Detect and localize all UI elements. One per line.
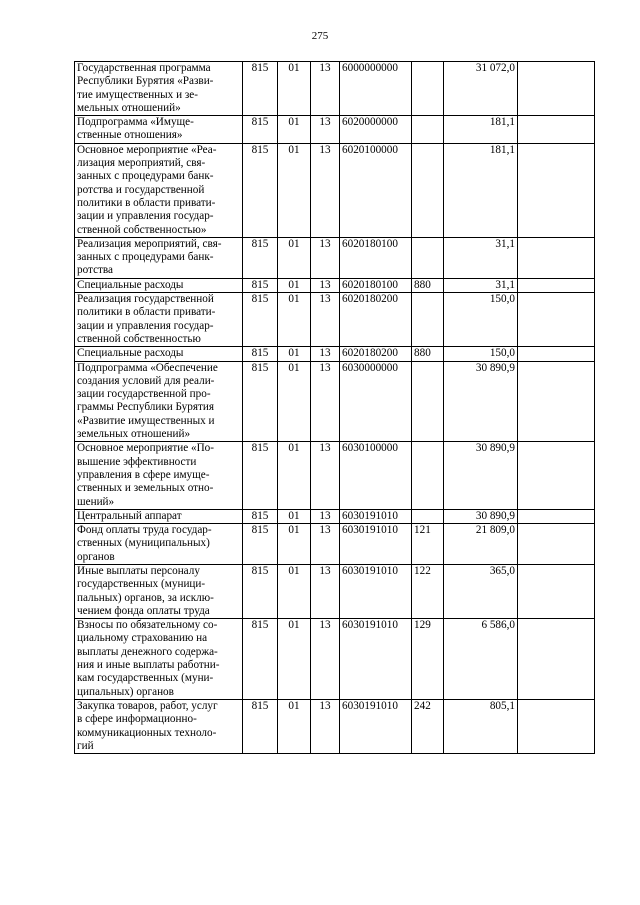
- cell-name-line: Основное мероприятие «Реа-: [77, 143, 217, 156]
- cell-name-line: шений»: [77, 495, 115, 508]
- cell-name-line: органов: [77, 550, 115, 563]
- cell-name-line: ния и иные выплаты работни-: [77, 659, 220, 672]
- cell-vr: [412, 361, 444, 442]
- cell-sum: 30 890,9: [444, 442, 518, 509]
- cell-gr: 815: [243, 62, 278, 116]
- cell-pr: 13: [311, 116, 340, 144]
- cell-empty: [518, 278, 595, 292]
- cell-csr: 6020180100: [340, 278, 412, 292]
- cell-rz: 01: [278, 619, 311, 700]
- table-row: [75, 347, 595, 361]
- cell-gr: 815: [243, 143, 278, 237]
- cell-name-line: зации и управления государ-: [77, 210, 214, 223]
- cell-rz: 01: [278, 347, 311, 361]
- cell-empty: [518, 116, 595, 144]
- cell-name-line: гий: [77, 739, 94, 752]
- cell-vr: 242: [412, 699, 444, 753]
- cell-sum: 6 586,0: [444, 619, 518, 700]
- cell-name-line: Подпрограмма «Имуще-: [77, 116, 194, 129]
- cell-name: [75, 62, 243, 116]
- cell-rz: 01: [278, 62, 311, 116]
- cell-vr: [412, 442, 444, 509]
- cell-rz: 01: [278, 524, 311, 565]
- cell-name-line: лизация мероприятий, свя-: [77, 157, 206, 170]
- cell-name-line: Взносы по обязательному со-: [77, 619, 218, 632]
- cell-gr: 815: [243, 116, 278, 144]
- cell-name: [75, 293, 243, 347]
- cell-sum: 805,1: [444, 699, 518, 753]
- cell-name: [75, 361, 243, 442]
- cell-gr: 815: [243, 278, 278, 292]
- cell-rz: 01: [278, 361, 311, 442]
- cell-name: [75, 237, 243, 278]
- cell-name-line: зации и управления государ-: [77, 319, 214, 332]
- cell-empty: [518, 293, 595, 347]
- cell-name: [75, 564, 243, 618]
- cell-pr: 13: [311, 347, 340, 361]
- cell-gr: 815: [243, 509, 278, 523]
- cell-name-line: земельных отношений»: [77, 428, 191, 441]
- cell-pr: 13: [311, 143, 340, 237]
- cell-gr: 815: [243, 699, 278, 753]
- cell-name-line: Фонд оплаты труда государ-: [77, 524, 212, 537]
- cell-name-line: Центральный аппарат: [77, 509, 182, 522]
- cell-empty: [518, 699, 595, 753]
- table-row: [75, 564, 595, 618]
- cell-sum: 181,1: [444, 143, 518, 237]
- cell-gr: 815: [243, 347, 278, 361]
- cell-name-line: тие имущественных и зе-: [77, 88, 198, 101]
- cell-pr: 13: [311, 361, 340, 442]
- cell-name-line: коммуникационных техноло-: [77, 726, 217, 739]
- cell-name-line: ротства и государственной: [77, 183, 205, 196]
- cell-csr: 6020000000: [340, 116, 412, 144]
- cell-empty: [518, 619, 595, 700]
- cell-name: [75, 524, 243, 565]
- cell-empty: [518, 524, 595, 565]
- cell-name-line: зации государственной про-: [77, 388, 211, 401]
- cell-gr: 815: [243, 564, 278, 618]
- cell-name: [75, 347, 243, 361]
- cell-sum: 31,1: [444, 237, 518, 278]
- cell-gr: 815: [243, 442, 278, 509]
- table-row: [75, 237, 595, 278]
- table-row: [75, 509, 595, 523]
- cell-name-line: государственных (муници-: [77, 578, 206, 591]
- cell-pr: 13: [311, 564, 340, 618]
- cell-name: [75, 509, 243, 523]
- cell-name-line: ротства: [77, 264, 114, 277]
- cell-empty: [518, 361, 595, 442]
- cell-empty: [518, 143, 595, 237]
- cell-name-line: Республики Бурятия «Разви-: [77, 75, 214, 88]
- cell-vr: [412, 62, 444, 116]
- cell-vr: 121: [412, 524, 444, 565]
- cell-name-line: Подпрограмма «Обеспечение: [77, 361, 218, 374]
- cell-name-line: Основное мероприятие «По-: [77, 442, 214, 455]
- table-row: [75, 619, 595, 700]
- cell-name-line: чением фонда оплаты труда: [77, 604, 210, 617]
- cell-sum: 31 072,0: [444, 62, 518, 116]
- cell-sum: 150,0: [444, 347, 518, 361]
- cell-name: [75, 619, 243, 700]
- table-row: [75, 143, 595, 237]
- cell-vr: 129: [412, 619, 444, 700]
- cell-name-line: управления в сфере имуще-: [77, 468, 210, 481]
- cell-name-line: политики в области привати-: [77, 196, 216, 209]
- cell-empty: [518, 442, 595, 509]
- cell-name-line: ственные отношения»: [77, 129, 183, 142]
- cell-name-line: ственных (муниципальных): [77, 537, 210, 550]
- cell-csr: 6030191010: [340, 509, 412, 523]
- cell-name: [75, 143, 243, 237]
- table-body: [75, 62, 595, 754]
- cell-name-line: создания условий для реали-: [77, 374, 215, 387]
- cell-name-line: занных с процедурами банк-: [77, 251, 214, 264]
- cell-vr: 122: [412, 564, 444, 618]
- cell-gr: 815: [243, 361, 278, 442]
- cell-name-line: кам государственных (муни-: [77, 672, 214, 685]
- cell-gr: 815: [243, 293, 278, 347]
- cell-name: [75, 699, 243, 753]
- cell-csr: 6030000000: [340, 361, 412, 442]
- cell-rz: 01: [278, 237, 311, 278]
- cell-pr: 13: [311, 509, 340, 523]
- cell-name-line: пальных) органов, за исклю-: [77, 591, 214, 604]
- cell-name-line: Специальные расходы: [77, 347, 184, 360]
- cell-name-line: ственной собственностью: [77, 332, 201, 345]
- cell-name-line: выплаты денежного содержа-: [77, 645, 218, 658]
- cell-empty: [518, 62, 595, 116]
- cell-pr: 13: [311, 442, 340, 509]
- cell-csr: 6030191010: [340, 699, 412, 753]
- cell-vr: [412, 237, 444, 278]
- cell-name-line: политики в области привати-: [77, 306, 216, 319]
- cell-csr: 6020180100: [340, 237, 412, 278]
- cell-name-line: в сфере информационно-: [77, 713, 197, 726]
- table-row: [75, 278, 595, 292]
- cell-vr: [412, 116, 444, 144]
- cell-sum: 181,1: [444, 116, 518, 144]
- cell-name: [75, 278, 243, 292]
- cell-pr: 13: [311, 619, 340, 700]
- cell-name-line: ципальных) органов: [77, 685, 174, 698]
- table-row: [75, 699, 595, 753]
- page-number: 275: [311, 30, 329, 42]
- budget-table: [74, 61, 595, 754]
- cell-name-line: Иные выплаты персоналу: [77, 564, 200, 577]
- cell-csr: 6030191010: [340, 564, 412, 618]
- cell-name-line: вышение эффективности: [77, 455, 197, 468]
- cell-sum: 31,1: [444, 278, 518, 292]
- cell-name-line: циальному страхованию на: [77, 632, 208, 645]
- cell-pr: 13: [311, 699, 340, 753]
- cell-csr: 6020100000: [340, 143, 412, 237]
- cell-rz: 01: [278, 143, 311, 237]
- cell-name-line: граммы Республики Бурятия: [77, 401, 215, 414]
- cell-pr: 13: [311, 278, 340, 292]
- table-row: [75, 524, 595, 565]
- cell-pr: 13: [311, 62, 340, 116]
- table-row: [75, 361, 595, 442]
- cell-pr: 13: [311, 237, 340, 278]
- cell-vr: 880: [412, 347, 444, 361]
- cell-rz: 01: [278, 293, 311, 347]
- cell-name: [75, 442, 243, 509]
- cell-empty: [518, 347, 595, 361]
- cell-name-line: Закупка товаров, работ, услуг: [77, 699, 218, 712]
- table-row: [75, 293, 595, 347]
- cell-vr: 880: [412, 278, 444, 292]
- table-row: [75, 62, 595, 116]
- table-row: [75, 442, 595, 509]
- cell-gr: 815: [243, 237, 278, 278]
- cell-csr: 6020180200: [340, 347, 412, 361]
- cell-sum: 150,0: [444, 293, 518, 347]
- cell-gr: 815: [243, 524, 278, 565]
- cell-rz: 01: [278, 699, 311, 753]
- cell-vr: [412, 293, 444, 347]
- cell-rz: 01: [278, 278, 311, 292]
- cell-name-line: Реализация мероприятий, свя-: [77, 237, 222, 250]
- cell-pr: 13: [311, 293, 340, 347]
- cell-rz: 01: [278, 116, 311, 144]
- cell-name-line: «Развитие имущественных и: [77, 414, 215, 427]
- cell-sum: 30 890,9: [444, 361, 518, 442]
- cell-empty: [518, 509, 595, 523]
- cell-csr: 6030191010: [340, 619, 412, 700]
- cell-vr: [412, 143, 444, 237]
- table-row: [75, 116, 595, 144]
- cell-sum: 21 809,0: [444, 524, 518, 565]
- cell-name-line: ственной собственностью»: [77, 223, 207, 236]
- cell-name-line: занных с процедурами банк-: [77, 170, 214, 183]
- cell-name-line: мельных отношений»: [77, 101, 181, 114]
- cell-pr: 13: [311, 524, 340, 565]
- cell-sum: 30 890,9: [444, 509, 518, 523]
- cell-csr: 6020180200: [340, 293, 412, 347]
- cell-rz: 01: [278, 564, 311, 618]
- cell-vr: [412, 509, 444, 523]
- cell-rz: 01: [278, 442, 311, 509]
- cell-empty: [518, 237, 595, 278]
- cell-rz: 01: [278, 509, 311, 523]
- cell-csr: 6030191010: [340, 524, 412, 565]
- cell-gr: 815: [243, 619, 278, 700]
- cell-name-line: Специальные расходы: [77, 278, 184, 291]
- cell-name-line: Государственная программа: [77, 62, 211, 74]
- cell-name: [75, 116, 243, 144]
- cell-sum: 365,0: [444, 564, 518, 618]
- cell-empty: [518, 564, 595, 618]
- cell-csr: 6000000000: [340, 62, 412, 116]
- cell-name-line: ственных и земельных отно-: [77, 482, 214, 495]
- cell-csr: 6030100000: [340, 442, 412, 509]
- cell-name-line: Реализация государственной: [77, 293, 214, 306]
